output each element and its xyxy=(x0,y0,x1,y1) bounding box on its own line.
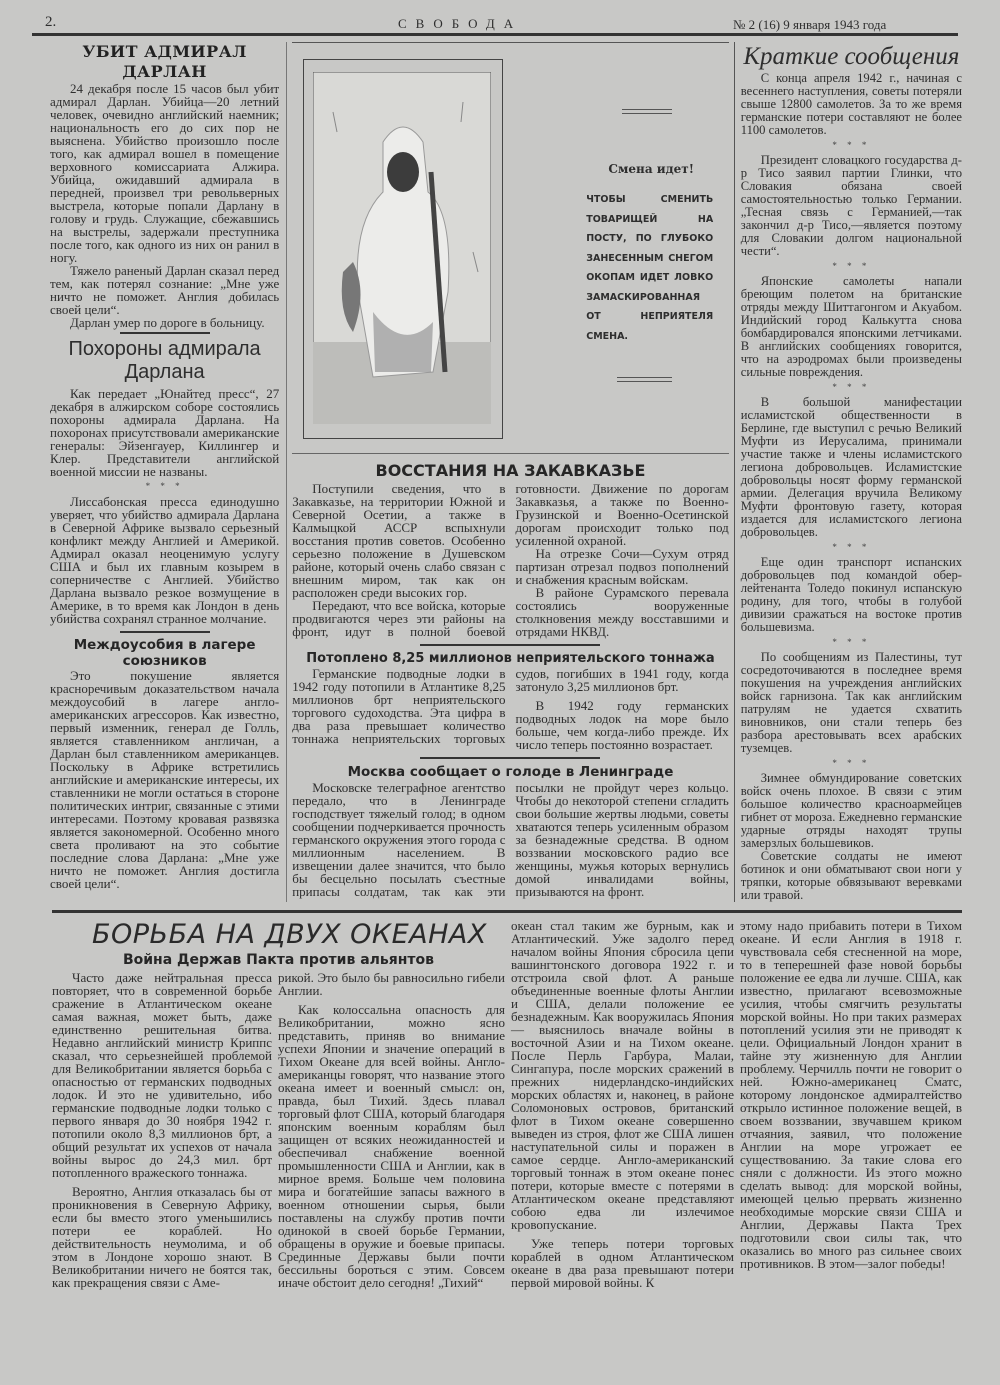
separator: * * * xyxy=(832,758,871,768)
article-darlan-killed xyxy=(50,82,279,329)
headline-two-oceans: БОРЬБА НА ДВУХ ОКЕАНАХ xyxy=(92,919,487,950)
news-item: С конца апреля 1942 г., начиная с весеннего наступления, советы потеряли свыше 12800 самолетов. За то же время германские потери составляют не более 1100 самолетов. xyxy=(740,71,962,137)
bottom-column-1 xyxy=(52,971,272,1289)
article-strife xyxy=(50,669,279,890)
paragraph: Часто даже нейтральная пресса повторяет, что в современной борьбе сражение в Атлантическом океане самая важная, может быть, даже единственно решительная битва. Недавно английский министр Криппс сказал, что серьезнейшей проблемой для Великобритании является борьба с опасностью от германских подводных лодок. И это не удивительно, ибо германские подводные лодки только с первого января до 30 ноября 1942 г. потопили около 8,3 миллионов брт, а общий результат их успехов от начала войны вырос до 24,3 мил. брт потопленного вражеского тоннажа. xyxy=(52,970,272,1180)
headline-brief-news: Краткие сообщения xyxy=(743,43,960,70)
news-item: Японские самолеты напали бреющим полетом на британские отряды между Шиттагонгом и Акуабом. Индийский город Калькутта снова бомбардировался японскими летчиками. В английских сообщениях говорится, что на аэродромах были произведены сильные повреждения. xyxy=(740,274,962,379)
right-column xyxy=(735,42,962,902)
divider xyxy=(420,757,600,759)
paragraph: океан стал таким же бурным, как и Атлантический. Уже задолго перед началом войны Япония сбросила цепи вашингтонского договора 1922 г. и отстроила свой флот. А раньше объединенные военные флоты Англии и США, делали положение ее безнадежным. Как вооружилась Япония — выяснилось вначале войны в восточной Азии и на Тихом океане. После Перль Гарбура, Малаи, Сингапура, после морских сражений в прежних нидерландско-индийских морских областях и, наконец, в районе Соломоновых островов, британский флот в Тихом океане совершенно выведен из строя, флот же США лишен наступательной силы и поражен в самое сердце. Англо-американский торговый тоннаж в этом океане понес потери, которые вместе с потерями в Атлантическом океане представляют собою едва ли излечимое кровопускание. xyxy=(511,918,734,1232)
ornament xyxy=(622,109,672,114)
paragraph: Уже теперь потери торговых кораблей в одном Атлантическом океане в два раза превышают потери первой мировой войны. К xyxy=(511,1236,734,1290)
headline-strife: Междоусобия в лагере союзников xyxy=(73,637,256,669)
paragraph: Лиссабонская пресса единодушно уверяет, что убийство адмирала Дарлана в Северной Африке вызвало серьезный конфликт между Англией и Америкой. Адмирал оказал неоценимую услугу США и был их главным козырем в соперничестве с Англией. Убийство Дарлана вызвало резкое возмущение в Америке, в то время как Лондон в день убийства сохранял странное молчание. xyxy=(50,494,280,626)
headline-tonnage: Потоплено 8,25 миллионов неприятельского тоннажа xyxy=(306,651,715,666)
bottom-column-2 xyxy=(278,971,505,1289)
news-item: Еще один транспорт испанских добровольцев под командой обер-лейтенанта Толедо покинул испанскую родину, для того, чтобы в голубой дивизии сражаться на востоке против большевизма. xyxy=(740,555,962,634)
headline-darlan-killed: УБИТ АДМИРАЛ ДАРЛАН xyxy=(82,42,247,81)
photo-caption-text: ЧТОБЫ СМЕНИТЬ ТОВАРИЩЕЙ НА ПОСТУ, ПО ГЛУБОКО ЗАНЕСЕННЫМ СНЕГОМ ОКОПАМ ИДЕТ ЛОВКО ЗАМАСКИРОВАННАЯ ОТ НЕПРИЯТЕЛЯ СМЕНА. xyxy=(586,194,714,342)
paragraph: 24 декабря после 15 часов был убит адмирал Дарлан. Убийца—20 летний человек, очевидно английский наемник; национальность его до сих пор не выяснена. Убийство произошло после того, как адмирал вошел в помещение верховного комиссариата Алжира. Убийца, ожидавший адмирала в передней, произвел три револьверных выстрела, которые попали Дарлану в голову и грудь. Служащие, сбежавшись на выстрелы, задержали преступника после того, как одного из них он ранил в ногу. xyxy=(50,81,280,265)
subheadline-pact-war: Война Держав Пакта против альянтов xyxy=(122,952,435,968)
photo-caption-title: Смена идет! xyxy=(608,162,695,176)
article-leningrad xyxy=(292,781,729,898)
divider xyxy=(420,644,600,646)
paragraph: Как передает „Юнайтед пресс“, 27 декабря в алжирском соборе состоялись похороны адмирала Дарлана. На похоронах присутствовали американские генералы: Эйзенгауер, Киллингер и Клер. Представители английской военной миссии не названы. xyxy=(50,386,280,479)
paragraph: В районе Сурамского перевала состоялись вооруженные столкновения между восставшими и отрядами НКВД. xyxy=(515,585,729,639)
article-tonnage xyxy=(292,667,729,751)
paragraph: Московске телеграфное агентство передало, что в Ленинграде господствует тяжелый голод; в одном сообщении подчеркивается прочность германского окружения этого города с миллионным населением. В извещении далее значится, что было бы бесцельно посылать съестные припасы солдатам, так как эти посылки не пройдут через кольцо. Чтобы до некоторой степени сгладить свои большие жертвы людьми, советы хватаются теперь усиленным образом за безнадежные средства. В одном воззвании московского радио все женщины, мужья которых вернулись домой инвалидами войны, призываются на фронт. xyxy=(292,780,729,899)
news-item: Советские солдаты не имеют ботинок и они обматывают свои ноги у тряпки, которые обвязывают веревками или травой. xyxy=(740,849,962,902)
news-item: В большой манифестации исламистской общественности в Берлине, где выступил с речью Великий Муфти из Иерусалима, принимали участие также и члены исламистского легиона добровольцев. Исламистские добровольцы носят форму германской армии. Делегация вручила Великому Муфти фронтовую газету, которая издается для исламистского легиона добровольцев. xyxy=(740,395,962,539)
paragraph: рикой. Это было бы равносильно гибели Англии. xyxy=(278,970,505,998)
paragraph: На отрезке Сочи—Сухум отряд партизан отрезал подвоз пополнений и снабжения красным войскам. xyxy=(515,546,729,587)
separator: * * * xyxy=(832,261,871,271)
headline-uprising: ВОССТАНИЯ НА ЗАКАВКАЗЬЕ xyxy=(375,461,646,480)
paragraph: Дарлан умер по дороге в больницу. xyxy=(70,315,265,330)
article-uprising xyxy=(292,482,729,638)
left-column xyxy=(50,42,287,902)
separator: * * * xyxy=(832,637,871,647)
paragraph: Вероятно, Англия отказалась бы от проникновения в Северную Африку, если бы вместо этого уменьшились потери ее кораблей. Но действительность неумолима, и об этом в Лондоне хорошо знают. В Великобритании ничего не боятся так, как прекращения связи с Аме- xyxy=(52,1184,272,1290)
masthead-rule xyxy=(32,33,958,36)
bottom-heading xyxy=(52,919,505,971)
paragraph: Передают, что все войска, которые продвигаются через эти районы на фронт, идут в полной боевой готовности. Движение по дорогам Закавказья, а также по Военно-Грузинской и Военно-Осетинской дорогам происходит только под усиленной охраной. xyxy=(292,481,729,639)
paragraph: Поступили сведения, что в Закавказье, на территории Южной и Северной Осетии, а также в Калмыцкой АССР вспыхнули восстания против советов. Особенно серьезно положение в Душевском районе, который очень слабо связан с внешним миром, так как он расположен среди высоких гор. xyxy=(292,481,506,600)
news-item: Президент словацкого государства д-р Тисо заявил партии Глинки, что Словакия обязана своей самостоятельностью только Германии. „Тесная связь с Германией,—так закончил д-р Тисо,—является поэтому для Словакии долгом национальной чести“. xyxy=(740,153,962,258)
paragraph: Тяжело раненый Дарлан сказал перед тем, как потерял сознание: „Мне уже ничто не поможет. Англия добилась своей цели“. xyxy=(50,263,280,317)
separator: * * * xyxy=(145,481,184,491)
photo-box xyxy=(292,42,729,454)
top-section xyxy=(50,42,962,902)
bottom-column-3 xyxy=(511,919,734,1289)
bottom-section xyxy=(52,910,962,1289)
paragraph: Германские подводные лодки в 1942 году потопили в Атлантике 8,25 миллионов брт неприятельского торгового судоходства. Эта цифра в два раза превышает количество тоннажа неприятельских торговых судов, погибших в 1941 году, когда затонуло 3,25 миллионов брт. xyxy=(292,666,729,746)
article-funeral xyxy=(50,387,279,625)
divider xyxy=(120,332,210,334)
paragraph: Как колоссальна опасность для Великобритании, можно ясно представить, приняв во внимание успехи Японии и значение операций в Тихом Океане для всей войны. Англо-американцы говорят, что название этого океана имеет и военный смысл: он, правда, был Тихий. Здесь плавал торговый флот США, который благодаря японским военным кораблям был защищен от всяких неожиданностей и обеспечивал снабжение военной промышленности США и Англии, как в мирное время. Больше чем половина мира и богатейшие запасы важного в военном отношении сырья, были поставлены на службу против почти одинокой в своей борьбе Германии, обращены в оружие и боевые припасы. Срединные Державы были почти бессильны бороться с этим. Совсем иначе обстоит дело сегодня! „Тихий“ xyxy=(278,1002,505,1290)
separator: * * * xyxy=(832,542,871,552)
brief-news-list xyxy=(741,72,962,902)
bottom-column-4 xyxy=(740,919,962,1289)
masthead xyxy=(0,0,1000,42)
headline-funeral: Похороны адмирала Дарлана xyxy=(68,338,261,383)
paragraph: Это покушение является красноречивым доказательством начала междоусобий в лагере англо-американских агрессоров. Как известно, первый изменник, генерал де Голль, является ставленником англичан, а Дарлан был ставленником американцев. Поскольку в Африке встретились английские и американские интересы, их ставленники не могли остаться в стороне политических интриг, связанные с этими интересами. Поэтому кровавая развязка является закономерной. Особенно много света проливают на это событие последние слова Дарлана: „Мне уже ничто не поможет. Англия достигла своей цели“. xyxy=(50,668,280,891)
issue-date: № 2 (16) 9 января 1943 года xyxy=(733,17,887,32)
ornament xyxy=(617,377,672,382)
soldier-in-snow-photo xyxy=(313,72,491,424)
paragraph: В 1942 году германских подводных лодок на море было больше, чем когда-либо прежде. Их число теперь постоянно возрастает. xyxy=(515,698,729,752)
news-item: По сообщениям из Палестины, тут сосредоточиваются в последнее время покушения на учреждения английских войск гарнизона. Так как английским патрулям не удается схватить виновников, они стали теперь без разбора арестовывать всех арабских туземцев. xyxy=(740,650,962,755)
news-item: Зимнее обмундирование советских войск очень плохое. В связи с этим большое количество красноармейцев гибнет от мороза. Ежедневно германские ударные отряды находят трупы замерзлых большевиков. xyxy=(740,771,963,850)
newspaper-title: СВОБОДА xyxy=(398,16,523,31)
divider xyxy=(120,631,210,633)
page-number: 2. xyxy=(45,14,57,30)
photo-frame xyxy=(303,59,503,439)
separator: * * * xyxy=(832,382,871,392)
paragraph: этому надо прибавить потери в Тихом океане. И если Англия в 1918 г. чувствовала себя стесненной на море, то в теперешней фазе новой борьбы положение ее едва ли лучше. США, как известно, прилагают всевозможные усилия, чтобы смягчить результаты морской войны. Но при таких размерах потоплений усилия эти не приводят к цели. Официальный Лондон хранит в тайне эту жизненную для Англии проблему. Черчилль почти не говорит о ней. Южно-американец Сматс, которому лондонское адмиралтейство открыло истинное положение вещей, в своем воззвании, звучавшем криком отчаяния, заявил, что положение Англии на море угрожает ее существованию. За такие слова его сняли с должности. Из этого можно сделать вывод: для морской войны, имеющей целью прервать жизненно необходимые морские связи США и Англии, Державы Пакта Трех подготовили свои силы так, что оказались во много раз сильнее своих противников. В этом—залог победы! xyxy=(740,918,962,1271)
separator: * * * xyxy=(832,140,871,150)
center-column xyxy=(287,42,735,902)
headline-leningrad: Москва сообщает о голоде в Ленинграде xyxy=(347,764,674,780)
